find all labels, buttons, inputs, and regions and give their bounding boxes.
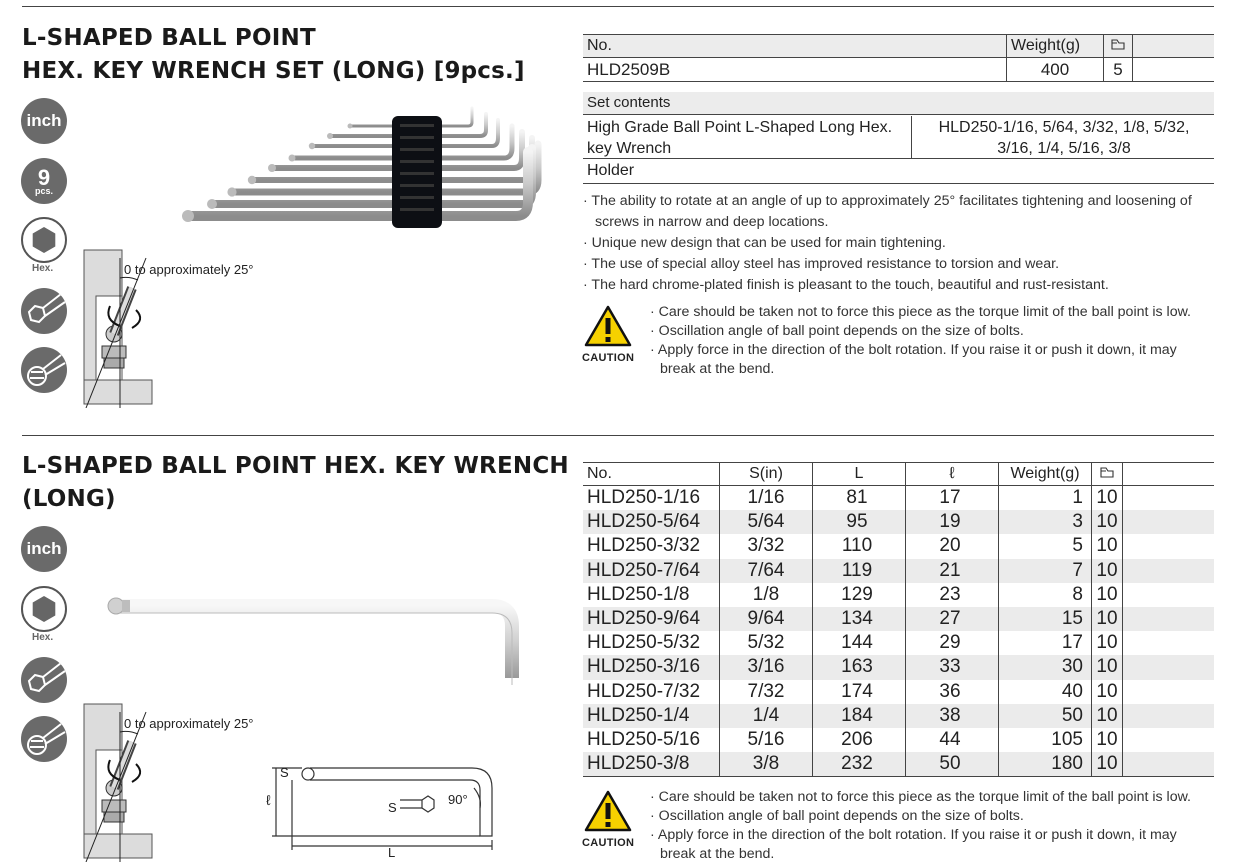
weight-cell: 17 xyxy=(999,631,1092,655)
wrench-image xyxy=(100,590,530,686)
length-cell: 232 xyxy=(813,752,906,777)
angle-label: 0 to approximately 25° xyxy=(124,262,254,277)
model-no-cell: HLD250-7/32 xyxy=(587,680,701,702)
inch-badge xyxy=(21,526,67,572)
short-length-cell: 50 xyxy=(906,752,999,777)
col-weight-header: Weight(g) xyxy=(999,463,1092,486)
pieces-unit: pcs. xyxy=(34,185,53,196)
inch-badge xyxy=(21,98,67,144)
model-no-cell: HLD250-1/16 xyxy=(587,487,701,509)
model-no-cell: HLD250-5/16 xyxy=(587,728,701,750)
table-row xyxy=(583,583,1214,607)
short-length-cell: 44 xyxy=(906,728,999,752)
set-caution-list xyxy=(650,303,1216,379)
size-cell: 1/16 xyxy=(720,486,813,511)
size-cell: 5/16 xyxy=(720,728,813,752)
caution-block-icon xyxy=(582,304,634,364)
blank-cell xyxy=(1123,704,1215,728)
contents-name-line2: key Wrench xyxy=(587,140,672,157)
dimension-diagram xyxy=(262,760,502,860)
pack-qty-cell: 10 xyxy=(1092,583,1123,607)
hex-label: Hex. xyxy=(32,632,54,643)
pack-qty-cell: 10 xyxy=(1092,655,1123,679)
col-short-length-header: ℓ xyxy=(906,463,999,486)
set-feature-list xyxy=(583,191,1214,296)
model-no-cell: HLD250-1/4 xyxy=(583,704,720,728)
size-cell: 3/32 xyxy=(720,534,813,558)
blank-cell xyxy=(1123,510,1215,534)
caution-item: · Oscillation angle of ball point depends on the size of bolts. xyxy=(650,323,1024,339)
pack-qty-cell: 10 xyxy=(1092,752,1123,777)
set-spec-table xyxy=(583,34,1214,82)
pack-qty-cell: 10 xyxy=(1092,680,1123,704)
col-no-header: No. xyxy=(583,463,720,486)
caution-item: · Care should be taken not to force this piece as the torque limit of the ball point is low. xyxy=(650,789,1192,805)
length-cell: 144 xyxy=(813,631,906,655)
table-row xyxy=(583,607,1214,631)
model-no-cell: HLD250-3/8 xyxy=(583,752,720,777)
short-length-cell: 38 xyxy=(906,704,999,728)
contents-models-line2: 3/16, 1/4, 5/16, 3/8 xyxy=(997,140,1131,157)
length-cell: 206 xyxy=(813,728,906,752)
table-row xyxy=(583,680,1214,704)
weight-cell: 40 xyxy=(999,680,1092,704)
pack-qty-cell: 10 xyxy=(1092,704,1123,728)
pieces-badge xyxy=(21,158,67,204)
set-weight: 400 xyxy=(1007,58,1104,82)
length-cell: 129 xyxy=(813,583,906,607)
dim-length-L: L xyxy=(388,845,396,860)
pack-qty-cell: 10 xyxy=(1092,510,1123,534)
caution-item: · Care should be taken not to force this piece as the torque limit of the ball point is low. xyxy=(650,304,1192,320)
caution-item: · Apply force in the direction of the bolt rotation. If you raise it or push it down, it may break at the bend. xyxy=(650,827,1177,862)
pack-qty-cell: 10 xyxy=(1092,631,1123,655)
single-caution-list xyxy=(650,788,1216,864)
set-table-row xyxy=(583,58,1214,82)
table-row xyxy=(583,631,1214,655)
inch-badge-label: inch xyxy=(26,111,62,130)
hex-icon xyxy=(21,586,67,632)
pack-qty-cell: 10 xyxy=(1092,728,1123,752)
model-no-cell: HLD250-1/8 xyxy=(587,583,690,605)
table-row xyxy=(583,510,1214,534)
table-row xyxy=(583,486,1214,511)
col-size-header: S(in) xyxy=(720,463,813,486)
feature-item: · The use of special alloy steel has improved resistance to torsion and wear. xyxy=(583,256,1060,272)
size-cell: 5/64 xyxy=(720,510,813,534)
blank-cell xyxy=(1123,486,1215,511)
size-cell: 7/32 xyxy=(720,680,813,704)
table-row xyxy=(583,655,1214,679)
caution-block-icon xyxy=(582,789,634,849)
blank-cell xyxy=(1123,728,1215,752)
blank-cell xyxy=(1123,680,1215,704)
hex-label: Hex. xyxy=(32,263,54,274)
set-model-no: HLD2509B xyxy=(583,58,1007,82)
col-blank-header xyxy=(1123,463,1215,486)
weight-cell: 15 xyxy=(999,607,1092,631)
length-cell: 110 xyxy=(813,534,906,558)
single-title-line1: L-SHAPED BALL POINT HEX. KEY WRENCH xyxy=(22,453,569,479)
size-cell: 1/8 xyxy=(720,583,813,607)
holder-row xyxy=(583,159,1214,184)
dim-l-script: ℓ xyxy=(266,792,271,808)
section-divider xyxy=(22,435,1214,436)
weight-cell: 8 xyxy=(999,583,1092,607)
table-body xyxy=(583,486,1214,777)
set-contents-header xyxy=(583,92,1214,115)
model-no-cell: HLD250-9/64 xyxy=(583,607,720,631)
short-length-cell: 23 xyxy=(906,583,999,607)
set-title-line1: L-SHAPED BALL POINT xyxy=(22,25,316,51)
dim-s-top: S xyxy=(280,765,289,780)
short-length-cell: 36 xyxy=(906,680,999,704)
size-cell: 7/64 xyxy=(720,559,813,583)
col-blank-header xyxy=(1133,35,1215,58)
set-table-header xyxy=(583,35,1214,58)
blank-cell xyxy=(1123,559,1215,583)
model-no-cell: HLD250-7/64 xyxy=(583,559,720,583)
wrench-set-image xyxy=(180,104,550,232)
length-cell: 163 xyxy=(813,655,906,679)
table-row xyxy=(583,534,1214,558)
model-no-cell: HLD250-3/16 xyxy=(583,655,720,679)
set-pack-qty: 5 xyxy=(1104,58,1133,82)
inch-badge-label: inch xyxy=(26,539,62,558)
table-row xyxy=(583,559,1214,583)
set-blank-cell xyxy=(1133,58,1215,82)
length-cell: 174 xyxy=(813,680,906,704)
short-length-cell: 19 xyxy=(906,510,999,534)
set-contents-row xyxy=(583,116,1214,159)
angle-label: 0 to approximately 25° xyxy=(124,716,254,731)
top-divider xyxy=(22,6,1214,7)
caution-word: CAUTION xyxy=(582,352,635,364)
length-cell: 95 xyxy=(813,510,906,534)
blank-cell xyxy=(1123,607,1215,631)
pack-qty-cell: 10 xyxy=(1092,607,1123,631)
holder-label: Holder xyxy=(587,162,635,179)
short-length-cell: 29 xyxy=(906,631,999,655)
contents-models xyxy=(916,117,1212,159)
pack-qty-cell: 10 xyxy=(1092,486,1123,511)
size-cell: 1/4 xyxy=(720,704,813,728)
col-no-header: No. xyxy=(583,35,1007,58)
pack-qty-cell: 10 xyxy=(1092,534,1123,558)
weight-cell: 1 xyxy=(999,486,1092,511)
package-icon xyxy=(1104,35,1133,58)
caution-word: CAUTION xyxy=(582,837,635,849)
size-cell: 3/16 xyxy=(720,655,813,679)
length-cell: 184 xyxy=(813,704,906,728)
short-length-cell: 17 xyxy=(906,486,999,511)
package-icon xyxy=(1092,463,1123,486)
ball-hex-tip-icon xyxy=(21,657,67,703)
dim-s-hex: S xyxy=(388,800,397,815)
caution-icon xyxy=(583,789,633,833)
weight-cell: 3 xyxy=(999,510,1092,534)
weight-cell: 50 xyxy=(999,704,1092,728)
model-no-cell: HLD250-5/64 xyxy=(583,510,720,534)
model-no-cell: HLD250-5/32 xyxy=(587,632,701,654)
blank-cell xyxy=(1123,752,1215,777)
set-contents-header-label: Set contents xyxy=(587,94,671,111)
blank-cell xyxy=(1123,655,1215,679)
blank-cell xyxy=(1123,583,1215,607)
caution-icon xyxy=(583,304,633,348)
dim-angle-90: 90° xyxy=(448,792,468,807)
pack-qty-cell: 10 xyxy=(1092,559,1123,583)
single-spec-table xyxy=(583,462,1214,777)
contents-divider xyxy=(911,116,912,158)
col-weight-header: Weight(g) xyxy=(1007,35,1104,58)
contents-models-line1: HLD250-1/16, 5/64, 3/32, 1/8, 5/32, xyxy=(938,119,1190,136)
weight-cell: 30 xyxy=(999,655,1092,679)
col-length-header: L xyxy=(813,463,906,486)
table-row xyxy=(583,728,1214,752)
single-title-line2: (LONG) xyxy=(22,486,116,512)
pieces-count: 9 xyxy=(37,164,51,190)
hex-icon xyxy=(21,217,67,263)
caution-item: · Oscillation angle of ball point depends on the size of bolts. xyxy=(650,808,1024,824)
weight-cell: 180 xyxy=(999,752,1092,777)
blank-cell xyxy=(1123,534,1215,558)
table-header-row xyxy=(583,463,1214,486)
blank-cell xyxy=(1123,631,1215,655)
table-row xyxy=(583,752,1214,777)
size-cell: 5/32 xyxy=(720,631,813,655)
length-cell: 119 xyxy=(813,559,906,583)
set-title-line2: HEX. KEY WRENCH SET (LONG) [9pcs.] xyxy=(22,58,525,84)
short-length-cell: 20 xyxy=(906,534,999,558)
table-row xyxy=(583,704,1214,728)
ball-point-icon xyxy=(21,347,67,393)
length-cell: 134 xyxy=(813,607,906,631)
model-no-cell: HLD250-3/32 xyxy=(587,535,701,557)
feature-item: · Unique new design that can be used for main tightening. xyxy=(583,235,946,251)
caution-item: · Apply force in the direction of the bolt rotation. If you raise it or push it down, it may break at the bend. xyxy=(650,342,1177,377)
length-cell: 81 xyxy=(813,486,906,511)
size-cell: 3/8 xyxy=(720,752,813,777)
weight-cell: 7 xyxy=(999,559,1092,583)
ball-point-icon xyxy=(21,716,67,762)
short-length-cell: 21 xyxy=(906,559,999,583)
ball-hex-tip-icon xyxy=(21,288,67,334)
contents-name-line1: High Grade Ball Point L-Shaped Long Hex. xyxy=(587,119,893,136)
short-length-cell: 33 xyxy=(906,655,999,679)
size-cell: 9/64 xyxy=(720,607,813,631)
weight-cell: 105 xyxy=(999,728,1092,752)
short-length-cell: 27 xyxy=(906,607,999,631)
weight-cell: 5 xyxy=(999,534,1092,558)
feature-item: · The ability to rotate at an angle of up to approximately 25° facilitates tightening and loosening of screws in narrow and deep locations. xyxy=(583,193,1192,230)
feature-item: · The hard chrome-plated finish is pleasant to the touch, beautiful and rust-resistant. xyxy=(583,277,1109,293)
contents-product-name xyxy=(587,117,892,159)
